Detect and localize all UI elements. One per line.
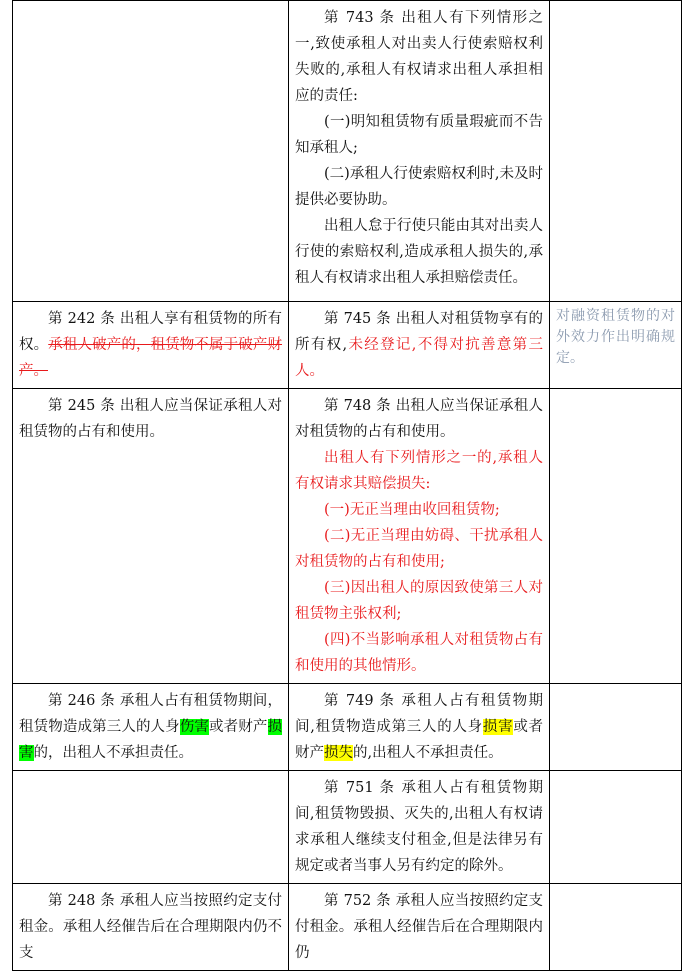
new-text-cell — [289, 884, 550, 971]
new-text-cell — [289, 684, 550, 771]
new-text-cell — [289, 1, 550, 302]
old-text-cell — [13, 1, 289, 302]
note-cell — [550, 389, 682, 684]
table-row — [13, 389, 682, 684]
article-751-text: 第 751 条 承租人占有租赁物期间,租赁物毁损、灭失的,出租人有权请求承租人继续支付租金,但是法律另有规定或者当事人另有约定的除外。 — [295, 780, 543, 874]
table-row — [13, 684, 682, 771]
article-246-text: 第 246 条 承租人占有租赁物期间，租赁物造成第三人的人身伤害或者财产损害的，出租人不承担责任。 — [19, 693, 283, 761]
article-748-paragraph-2: 出租人有下列情形之一的,承租人有权请求其赔偿损失: — [295, 450, 543, 492]
highlight-yellow: 损害 — [482, 719, 514, 735]
note-cell — [550, 1, 682, 302]
new-text-cell — [289, 302, 550, 389]
article-743-text: 第 743 条 出租人有下列情形之一,致使承租人对出卖人行使索赔权利失败的,承租人有权请求出租人承担相应的责任: — [295, 10, 543, 104]
table-row — [13, 771, 682, 884]
table-row — [13, 1, 682, 302]
old-text-cell — [13, 771, 289, 884]
law-comparison-table — [12, 0, 682, 971]
article-748-item-2: (二)无正当理由妨碍、干扰承租人对租赁物的占有和使用; — [295, 528, 543, 570]
old-text-cell — [13, 302, 289, 389]
article-245-text: 第 245 条 出租人应当保证承租人对租赁物的占有和使用。 — [19, 398, 282, 440]
article-745-note: 对融资租赁物的对外效力作出明确规定。 — [556, 308, 675, 366]
highlight-green: 损害 — [19, 719, 283, 761]
article-743-item-1: (一)明知租赁物有质量瑕疵而不告知承租人; — [295, 114, 543, 156]
article-748-item-3: (三)因出租人的原因致使第三人对租赁物主张权利; — [295, 580, 543, 622]
new-text-cell — [289, 389, 550, 684]
note-cell — [550, 302, 682, 389]
note-cell — [550, 771, 682, 884]
article-745-text: 第 745 条 出租人对租赁物享有的所有权, — [295, 311, 543, 353]
highlight-yellow: 损失 — [324, 745, 353, 761]
table-row — [13, 884, 682, 971]
old-text-cell — [13, 884, 289, 971]
article-748-item-1: (一)无正当理由收回租赁物; — [324, 502, 500, 518]
note-cell — [550, 684, 682, 771]
old-text-cell — [13, 684, 289, 771]
article-748-text: 第 748 条 出租人应当保证承租人对租赁物的占有和使用。 — [295, 398, 543, 440]
article-748-item-4: (四)不当影响承租人对租赁物占有和使用的其他情形。 — [295, 632, 543, 674]
highlight-green: 伤害 — [179, 719, 210, 735]
note-cell — [550, 884, 682, 971]
article-752-text: 第 752 条 承租人应当按照约定支付租金。承租人经催告后在合理期限内仍 — [295, 893, 543, 961]
new-text-cell — [289, 771, 550, 884]
article-749-text: 第 749 条 承租人占有租赁物期间,租赁物造成第三人的人身损害或者财产损失的,出租人不承担责任。 — [295, 693, 544, 761]
article-242-deleted-text: 承租人破产的，租赁物不属于破产财产。 — [19, 337, 283, 379]
article-743-item-2: (二)承租人行使索赔权利时,未及时提供必要协助。 — [295, 166, 543, 208]
table-row — [13, 302, 682, 389]
article-248-text: 第 248 条 承租人应当按照约定支付租金。承租人经催告后在合理期限内仍不支 — [19, 893, 282, 961]
article-743-paragraph-2: 出租人怠于行使只能由其对出卖人行使的索赔权利,造成承租人损失的,承租人有权请求出租人承担赔偿责任。 — [295, 218, 543, 286]
old-text-cell — [13, 389, 289, 684]
article-242-text: 第 242 条 出租人享有租赁物的所有权。 — [19, 311, 282, 353]
article-745-added-text: 未经登记,不得对抗善意第三人。 — [295, 337, 544, 379]
